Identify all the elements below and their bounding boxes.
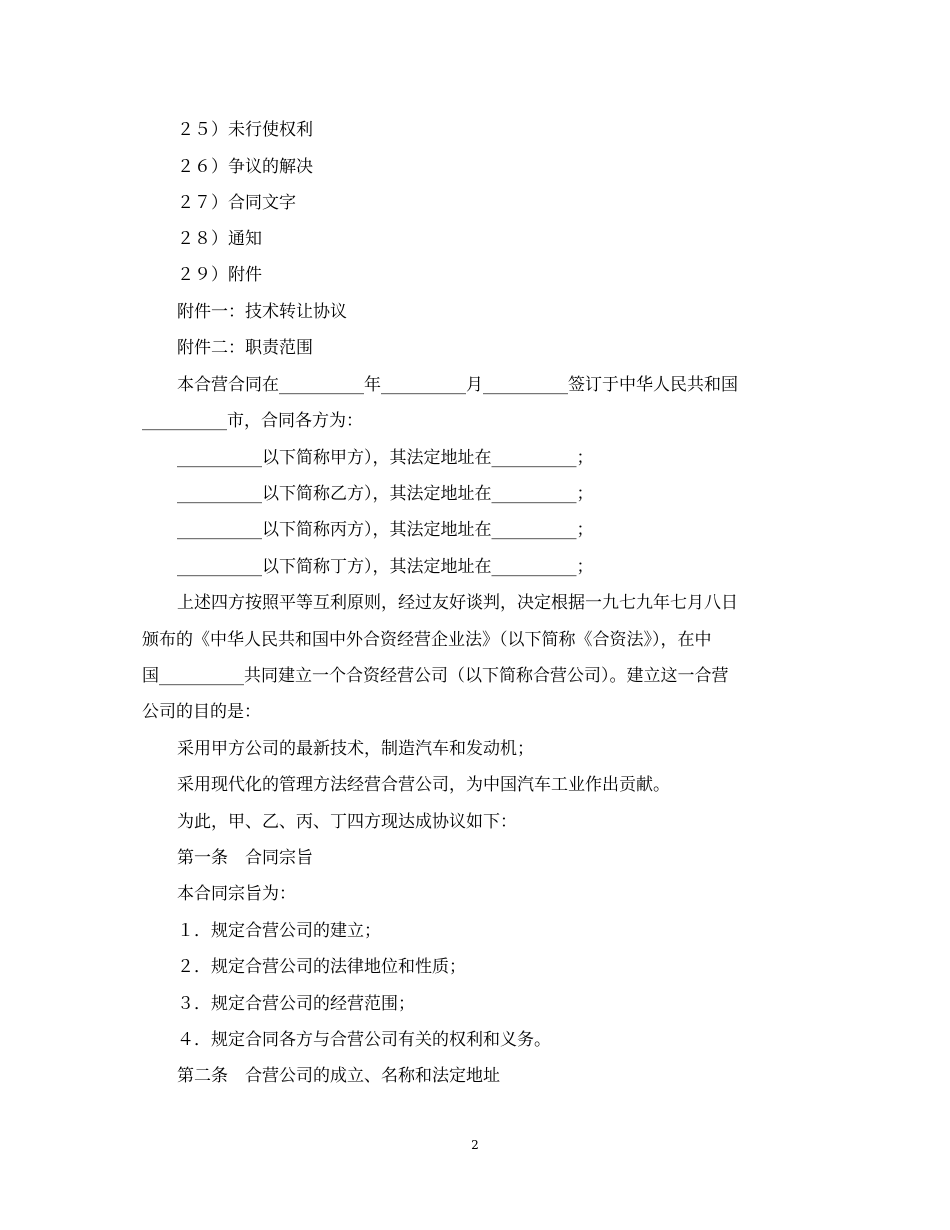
contract-date-line: 本合营合同在__________年__________月__________签订于中华人民共和国 bbox=[177, 375, 738, 395]
article-one-item: ２．规定合营公司的法律地位和性质； bbox=[177, 957, 466, 977]
article-one-heading: 第一条 合同宗旨 bbox=[177, 848, 313, 868]
appendix-one: 附件一：技术转让协议 bbox=[177, 302, 347, 322]
article-one-item: １．规定合营公司的建立； bbox=[177, 921, 381, 941]
party-c-line: __________以下简称丙方），其法定地址在__________； bbox=[177, 520, 594, 540]
paragraph-line: 上述四方按照平等互利原则，经过友好谈判，决定根据一九七九年七月八日 bbox=[177, 593, 738, 613]
contract-city-line: __________市，合同各方为： bbox=[142, 411, 363, 431]
party-b-line: __________以下简称乙方），其法定地址在__________； bbox=[177, 484, 594, 504]
paragraph-line: 国__________共同建立一个合资经营公司（以下简称合营公司）。建立这一合营 bbox=[142, 666, 729, 686]
article-two-heading: 第二条 合营公司的成立、名称和法定地址 bbox=[177, 1066, 500, 1086]
appendix-two: 附件二：职责范围 bbox=[177, 338, 313, 358]
article-one-intro: 本合同宗旨为： bbox=[177, 884, 296, 904]
toc-item-26: ２６）争议的解决 bbox=[177, 157, 313, 177]
paragraph-line: 公司的目的是： bbox=[142, 702, 261, 722]
page-number: 2 bbox=[471, 1138, 479, 1152]
paragraph-line: 颁布的《中华人民共和国中外合资经营企业法》（以下简称《合资法》），在中 bbox=[142, 630, 712, 650]
toc-item-25: ２５）未行使权利 bbox=[177, 120, 313, 140]
purpose-item: 采用甲方公司的最新技术，制造汽车和发动机； bbox=[177, 739, 534, 759]
party-d-line: __________以下简称丁方），其法定地址在__________； bbox=[177, 557, 594, 577]
article-one-item: ４．规定合同各方与合营公司有关的权利和义务。 bbox=[177, 1030, 551, 1050]
article-one-item: ３．规定合营公司的经营范围； bbox=[177, 994, 415, 1014]
agreement-intro: 为此，甲、乙、丙、丁四方现达成协议如下： bbox=[177, 812, 517, 832]
toc-item-29: ２９）附件 bbox=[177, 265, 262, 285]
toc-item-28: ２８）通知 bbox=[177, 229, 262, 249]
purpose-item: 采用现代化的管理方法经营合营公司，为中国汽车工业作出贡献。 bbox=[177, 775, 670, 795]
toc-item-27: ２７）合同文字 bbox=[177, 193, 296, 213]
party-a-line: __________以下简称甲方），其法定地址在__________； bbox=[177, 448, 594, 468]
